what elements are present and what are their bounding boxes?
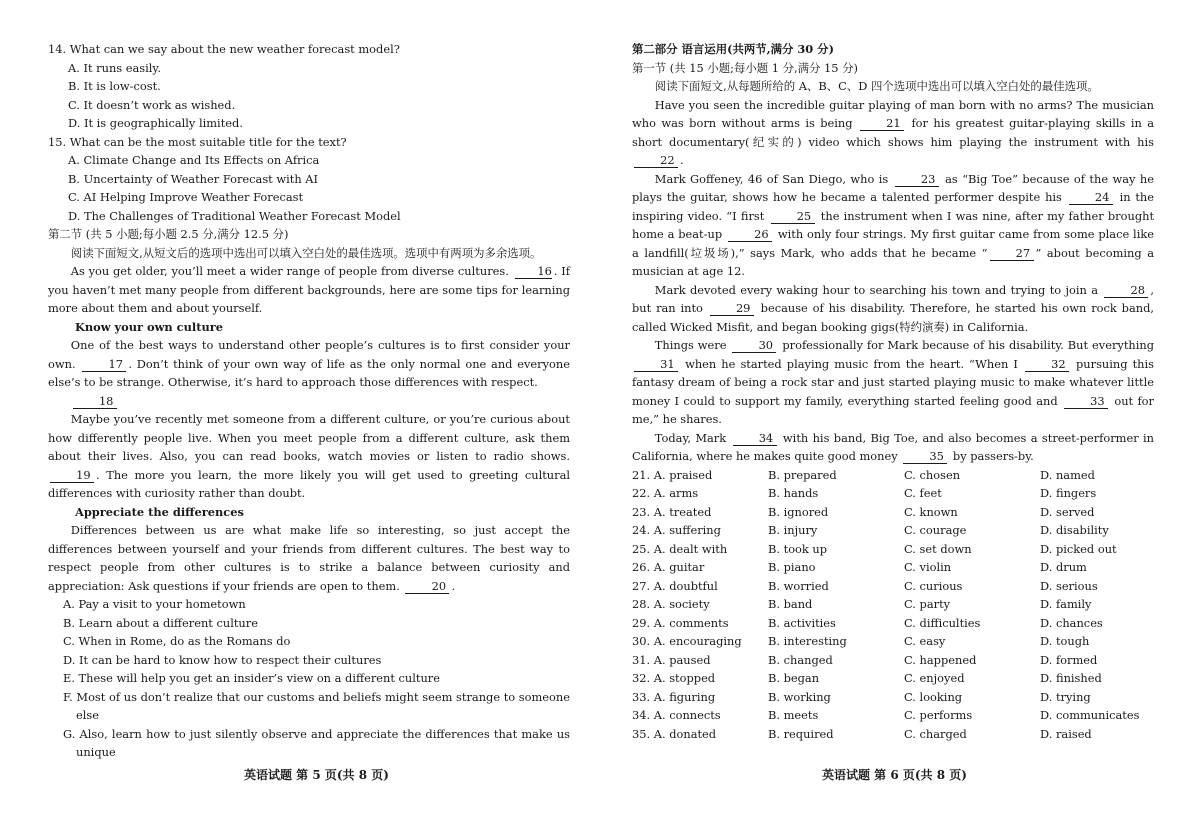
choice-31-d[interactable]: D. formed [1040, 652, 1098, 667]
choice-22-b[interactable]: B. hands [768, 486, 819, 500]
cloze-text: as “Big Toe” because of the way he plays the guitar, shows how he became a talented performer despite his [632, 171, 1154, 204]
page-footer-left: 英语试题 第 5 页(共 8 页) [244, 768, 389, 782]
blank-30[interactable]: 30 [732, 338, 776, 353]
section-2-title: 第二节 (共 5 小题;每小题 2.5 分,满分 12.5 分) [48, 227, 289, 241]
choice-30-d[interactable]: D. tough [1040, 634, 1090, 648]
choice-30-c[interactable]: C. easy [904, 634, 946, 648]
choice-32-b[interactable]: B. began [768, 671, 820, 685]
choice-33-c[interactable]: C. looking [904, 689, 963, 704]
choice-26-a[interactable]: 26. A. guitar [632, 560, 705, 574]
choice-26-b[interactable]: B. piano [768, 560, 816, 574]
choice-24-c[interactable]: C. courage [904, 523, 967, 537]
choice-33-d[interactable]: D. trying [1040, 689, 1091, 704]
choice-28-b[interactable]: B. band [768, 597, 813, 611]
choice-row-26 [632, 558, 1154, 577]
choice-21-b[interactable]: B. prepared [768, 467, 837, 482]
q14-option-d: D. It is geographically limited. [68, 116, 243, 130]
choice-33-b[interactable]: B. working [768, 689, 831, 704]
choice-29-a[interactable]: 29. A. comments [632, 615, 729, 630]
cloze-text: . [680, 153, 684, 167]
q15-option-a: A. Climate Change and Its Effects on Africa [68, 153, 320, 167]
choice-23-b[interactable]: B. ignored [768, 504, 829, 519]
section-1-instructions: 阅读下面短文,从每题所给的 A、B、C、D 四个选项中选出可以填入空白处的最佳选项。 [654, 79, 1099, 93]
choice-26-c[interactable]: C. violin [904, 560, 952, 574]
paragraph-blank-18 [48, 392, 570, 411]
choice-27-c[interactable]: C. curious [904, 578, 963, 593]
choice-35-b[interactable]: B. required [768, 726, 834, 741]
cloze-text: the instrument when I was nine, after my father brought home a beat-up [632, 208, 1155, 241]
choice-23-d[interactable]: D. served [1040, 504, 1095, 519]
cloze-text: pursuing this fantasy dream of being a rock star and just started playing music to make whatever little money I could to support my family, everything started feeling good and [632, 356, 1155, 408]
choice-31-b[interactable]: B. changed [768, 652, 833, 667]
q14-option-c: C. It doesn’t work as wished. [68, 97, 236, 112]
cloze-text: in the inspiring video. “I first [632, 190, 1155, 223]
choice-21-c[interactable]: C. chosen [904, 467, 961, 482]
choice-23-c[interactable]: C. known [904, 504, 958, 519]
intro-text-b: . If you haven’t met many people from different backgrounds, here are some tips for learning more about them and about yourself. [48, 264, 570, 315]
blank-22[interactable]: 22 [634, 153, 678, 168]
paragraph-curious [48, 410, 570, 503]
cloze-text: ” about becoming a musician at age 12. [632, 245, 1154, 278]
choice-23-a[interactable]: 23. A. treated [632, 504, 712, 519]
blank-33[interactable]: 33 [1064, 394, 1108, 409]
choice-30-b[interactable]: B. interesting [768, 634, 847, 648]
choice-33-a[interactable]: 33. A. figuring [632, 689, 716, 704]
choice-25-b[interactable]: B. took up [768, 541, 828, 556]
choice-27-d[interactable]: D. serious [1040, 578, 1098, 593]
intro-text-a: As you get older, you’ll meet a wider range of people from diverse cultures. [70, 264, 509, 278]
option-c: C. When in Rome, do as the Romans do [63, 634, 291, 648]
choice-22-c[interactable]: C. feet [904, 486, 942, 500]
cloze-text: by passers-by. [952, 449, 1034, 463]
blank-34[interactable]: 34 [733, 431, 777, 446]
q14-option-b: B. It is low-cost. [68, 79, 161, 93]
heading-appreciate: Appreciate the differences [75, 504, 244, 519]
choice-row-28 [632, 595, 1154, 614]
choice-row-34 [632, 706, 1154, 725]
choice-29-b[interactable]: B. activities [768, 615, 836, 630]
choice-28-a[interactable]: 28. A. society [632, 597, 710, 611]
choice-row-27 [632, 577, 1154, 596]
cloze-paragraph-1 [632, 96, 1154, 170]
blank-26[interactable]: 26 [728, 227, 772, 242]
blank-27[interactable]: 27 [990, 246, 1034, 261]
blank-23[interactable]: 23 [895, 172, 939, 187]
choice-row-33 [632, 688, 1154, 707]
choice-29-d[interactable]: D. chances [1040, 615, 1103, 630]
choice-31-a[interactable]: 31. A. paused [632, 652, 711, 667]
choice-35-a[interactable]: 35. A. donated [632, 726, 717, 741]
cloze-text: when he started playing music from the heart. “When I [685, 356, 1018, 371]
choice-32-a[interactable]: 32. A. stopped [632, 671, 716, 685]
blank-25[interactable]: 25 [771, 209, 815, 224]
choice-21-d[interactable]: D. named [1040, 467, 1095, 482]
question-15-stem: 15. What can be the most suitable title for the text? [48, 134, 347, 149]
choice-24-d[interactable]: D. disability [1040, 523, 1109, 537]
choice-35-d[interactable]: D. raised [1040, 726, 1092, 741]
choice-row-31 [632, 651, 1154, 670]
choice-row-29 [632, 614, 1154, 633]
passage-intro [48, 262, 570, 318]
choice-35-c[interactable]: C. charged [904, 726, 967, 741]
heading-know-your-culture: Know your own culture [75, 319, 224, 334]
cloze-text: for his greatest guitar-playing skills in a short documentary(纪实的) video which shows him playing the instrument with his [632, 116, 1155, 149]
choice-31-c[interactable]: C. happened [904, 652, 977, 667]
cloze-text: Today, Mark [654, 430, 727, 445]
cloze-text: professionally for Mark because of his disability. But everything [782, 338, 1155, 352]
choice-25-d[interactable]: D. picked out [1040, 541, 1117, 556]
q14-option-a: A. It runs easily. [68, 60, 161, 75]
question-14-stem: 14. What can we say about the new weather forecast model? [48, 42, 400, 56]
q15-option-c: C. AI Helping Improve Weather Forecast [68, 190, 304, 204]
cloze-text: Have you seen the incredible guitar playing of man born with no arms? The musician who was born without arms is being [632, 97, 1154, 130]
choice-26-d[interactable]: D. drum [1040, 560, 1087, 574]
choice-34-d[interactable]: D. communicates [1040, 708, 1140, 722]
blank-24[interactable]: 24 [1069, 190, 1113, 205]
choice-25-c[interactable]: C. set down [904, 541, 972, 556]
option-f: F. Most of us don’t realize that our customs and beliefs might seem strange to someone else [63, 689, 570, 722]
cloze-text: out for me,” he shares. [632, 393, 1154, 426]
q15-option-d: D. The Challenges of Traditional Weather Forecast Model [68, 208, 401, 223]
cloze-text: Things were [654, 338, 727, 352]
cloze-paragraph-4 [632, 336, 1154, 429]
left-page [48, 40, 570, 762]
blank-18[interactable]: 18 [73, 394, 117, 409]
choice-row-24 [632, 521, 1154, 540]
choice-27-b[interactable]: B. worried [768, 578, 829, 593]
choice-row-35 [632, 725, 1154, 744]
choice-34-c[interactable]: C. performs [904, 708, 973, 722]
cloze-text: with his band, Big Toe, and also becomes a street-performer in California, where he makes quite good money [632, 430, 1155, 463]
blank-32[interactable]: 32 [1025, 357, 1069, 372]
choice-34-a[interactable]: 34. A. connects [632, 708, 721, 722]
cloze-text: , but ran into [632, 282, 1154, 315]
option-a: A. Pay a visit to your hometown [63, 597, 246, 611]
choice-row-30 [632, 632, 1154, 651]
right-page [632, 40, 1154, 743]
choice-row-25 [632, 540, 1154, 559]
cloze-text: with only four strings. My first guitar came from some place like a landfill(垃圾场),” says Mark, who adds that he became “ [632, 227, 1154, 260]
differences-text-b: . [451, 578, 456, 593]
blank-16[interactable]: 16 [515, 264, 552, 279]
paragraph-differences [48, 521, 570, 595]
choice-32-c[interactable]: C. enjoyed [904, 671, 965, 685]
option-e: E. These will help you get an insider’s view on a different culture [63, 671, 440, 685]
choice-25-a[interactable]: 25. A. dealt with [632, 541, 728, 556]
option-d: D. It can be hard to know how to respect their cultures [63, 652, 382, 667]
blank-29[interactable]: 29 [710, 301, 754, 316]
choice-28-c[interactable]: C. party [904, 597, 951, 611]
choice-27-a[interactable]: 27. A. doubtful [632, 578, 718, 593]
choice-24-b[interactable]: B. injury [768, 523, 818, 537]
choice-row-32 [632, 669, 1154, 688]
choice-22-a[interactable]: 22. A. arms [632, 486, 699, 500]
choice-29-c[interactable]: C. difficulties [904, 615, 981, 630]
choice-21-a[interactable]: 21. A. praised [632, 467, 713, 482]
cloze-paragraph-5 [632, 429, 1154, 466]
blank-17[interactable]: 17 [82, 357, 126, 372]
section-1-title: 第一节 (共 15 小题;每小题 1 分,满分 15 分) [632, 60, 859, 75]
choice-row-22 [632, 484, 1154, 503]
own-culture-text-a: One of the best ways to understand other people’s cultures is to first consider your own. [48, 338, 570, 371]
choice-28-d[interactable]: D. family [1040, 597, 1092, 611]
option-g: G. Also, learn how to just silently observe and appreciate the differences that make us unique [63, 726, 570, 759]
own-culture-text-b: . Don’t think of your own way of life as the only normal one and everyone else’s to be strange. Otherwise, it’s hard to approach those differences with respect. [48, 356, 570, 389]
choice-22-d[interactable]: D. fingers [1040, 486, 1097, 500]
cloze-paragraph-2 [632, 170, 1154, 281]
choices-table [632, 466, 1154, 744]
cloze-text: because of his disability. Therefore, he started his own rock band, called Wicked Misfit, and began booking gigs(特约演奏) in California. [632, 301, 1155, 334]
blank-21[interactable]: 21 [860, 116, 904, 131]
blank-19[interactable]: 19 [50, 468, 94, 483]
blank-20[interactable]: 20 [405, 579, 449, 594]
choice-row-21 [632, 466, 1154, 485]
curious-text-a: Maybe you’ve recently met someone from a different culture, or you’re curious about how differently people live. When you meet people from a different culture, ask them about their lives. Also, you can read books, watch movies or listen to radio shows. [48, 412, 570, 463]
choice-24-a[interactable]: 24. A. suffering [632, 523, 721, 537]
blank-31[interactable]: 31 [634, 357, 678, 372]
blank-28[interactable]: 28 [1104, 283, 1148, 298]
q15-option-b: B. Uncertainty of Weather Forecast with AI [68, 171, 319, 186]
differences-text-a: Differences between us are what make life so interesting, so just accept the differences between yourself and your friends from different cultures. The best way to respect people from other cultures is to strike a balance between curiosity and appreciation: Ask questions if your friends are open to them. [48, 523, 570, 593]
choice-34-b[interactable]: B. meets [768, 708, 819, 722]
curious-text-b: . The more you learn, the more likely you will get used to greeting cultural differences with curiosity rather than doubt. [48, 467, 570, 500]
cloze-paragraph-3 [632, 281, 1154, 337]
blank-35[interactable]: 35 [903, 449, 947, 464]
choice-30-a[interactable]: 30. A. encouraging [632, 634, 742, 648]
paragraph-own-culture [48, 336, 570, 392]
option-b: B. Learn about a different culture [63, 615, 258, 630]
section-2-instructions: 阅读下面短文,从短文后的选项中选出可以填入空白处的最佳选项。选项中有两项为多余选项。 [70, 245, 542, 260]
choice-32-d[interactable]: D. finished [1040, 671, 1102, 685]
page-footer-right: 英语试题 第 6 页(共 8 页) [822, 768, 967, 782]
part-2-title: 第二部分 语言运用(共两节,满分 30 分) [632, 42, 834, 56]
cloze-text: Mark Goffeney, 46 of San Diego, who is [654, 171, 889, 186]
cloze-text: Mark devoted every waking hour to searching his town and trying to join a [654, 282, 1099, 297]
choice-row-23 [632, 503, 1154, 522]
